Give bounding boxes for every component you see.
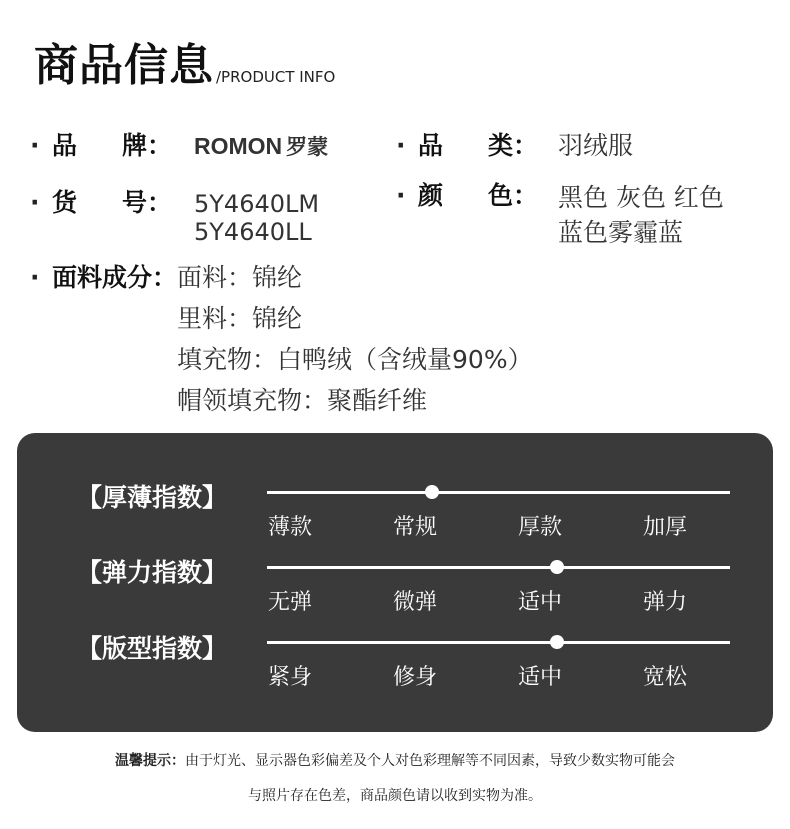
elasticity-index-track [267,566,730,569]
elasticity-index-label: 【弹力指数】 [77,558,228,587]
bullet: · [30,188,40,217]
note-line-2: 与照片存在色差，商品颜色请以收到实物为准。 [248,788,542,804]
item-no-values [194,187,319,246]
page-title [34,40,335,92]
item-no-value: 5Y4640LM [194,190,320,218]
elasticity-option: 无弹 [267,590,312,615]
thickness-option: 常规 [392,515,437,540]
bullet: · [30,263,40,292]
info-row-material [30,262,533,421]
info-row-category [396,130,633,162]
elasticity-option: 弹力 [642,590,687,615]
brand-value: ROMON 罗蒙 [194,133,329,159]
bullet: · [396,181,406,210]
bullet: · [30,131,40,160]
elasticity-option: 适中 [517,590,562,615]
thickness-index-knob [425,485,439,499]
fit-option: 宽松 [642,665,687,690]
page-title-main: 商品信息 [34,40,214,91]
fit-index-knob [550,635,564,649]
color-value: 蓝色雾霾蓝 [558,218,684,247]
material-value: 里料：锦纶 [177,304,303,333]
item-no-value: 5Y4640LL [194,218,312,246]
color-label: 颜 色： [418,181,538,210]
bullet: · [396,131,406,160]
fit-option: 紧身 [267,665,312,690]
info-row-color [396,180,724,250]
elasticity-option: 微弹 [392,590,437,615]
material-label: 面料成分： [52,263,178,292]
thickness-index-track [267,491,730,494]
material-value: 面料：锦纶 [177,263,303,292]
brand-label: 品 牌： [52,131,172,160]
category-label: 品 类： [418,131,538,160]
elasticity-index-knob [550,560,564,574]
thickness-option: 加厚 [642,515,687,540]
fit-option: 适中 [517,665,562,690]
note-prefix: 温馨提示： [115,753,185,769]
page-title-sub: /PRODUCT INFO [216,68,336,86]
material-values [177,257,533,421]
thickness-option: 厚款 [517,515,562,540]
info-row-brand [30,130,328,164]
category-value: 羽绒服 [558,131,634,160]
fit-option: 修身 [392,665,437,690]
fit-index-label: 【版型指数】 [77,634,228,663]
color-values [558,180,724,250]
fit-index-track [267,641,730,644]
material-value: 填充物：白鸭绒（含绒量90%） [177,345,533,374]
material-value: 帽领填充物：聚酯纤维 [177,386,428,415]
index-panel [17,433,773,732]
note-text: 由于灯光、显示器色彩偏差及个人对色彩理解等不同因素，导致少数实物可能会 [185,753,675,769]
thickness-option: 薄款 [267,515,312,540]
thickness-index-label: 【厚薄指数】 [77,483,228,512]
item-no-label: 货 号： [52,188,172,217]
info-row-item-no [30,187,319,246]
color-value: 黑色 灰色 红色 [558,183,724,212]
note-line-1 [0,750,790,770]
